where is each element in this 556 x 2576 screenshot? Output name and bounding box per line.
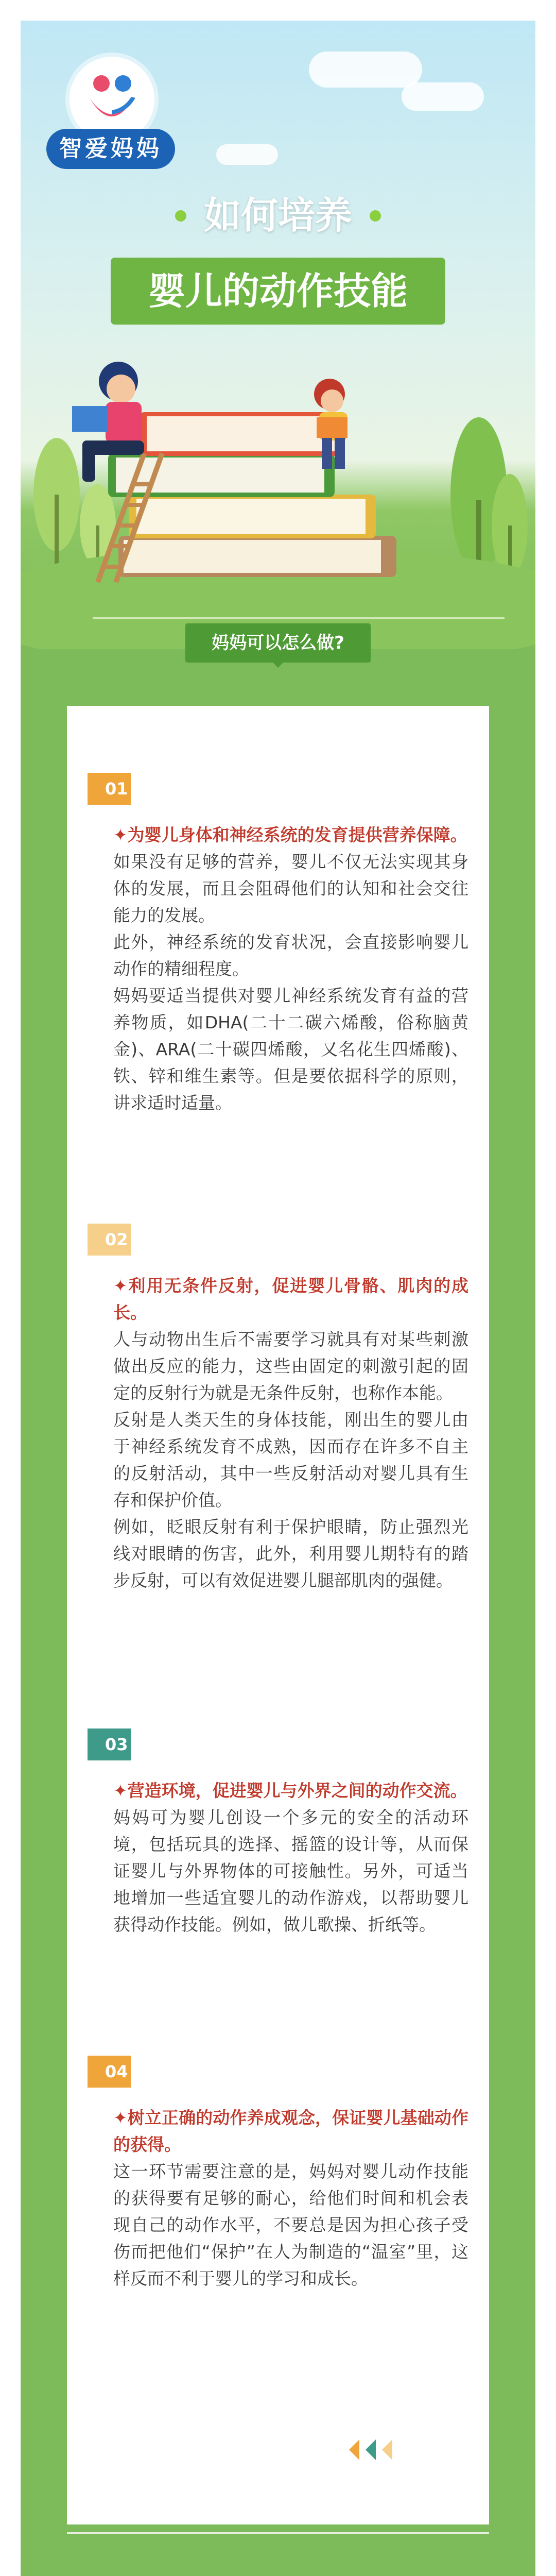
paragraph: 例如，眨眼反射有利于保护眼睛，防止强烈光线对眼睛的伤害，此外，利用婴儿期特有的踏步反射，可以有效促进婴儿腿部肌肉的强健。: [113, 1517, 468, 1590]
section-4-text: [113, 2105, 468, 2292]
section-heading: ✦利用无条件反射，促进婴儿骨骼、肌肉的成长。: [113, 1276, 468, 1323]
section-number: 03: [105, 1735, 128, 1754]
paragraph: 反射是人类天生的身体技能，刚出生的婴儿由于神经系统发育不成熟，因而存在许多不自主的反射活动，其中一些反射活动对婴儿具有生存和保护价值。: [113, 1410, 468, 1510]
cloud-icon: [216, 144, 278, 165]
cloud-icon: [402, 82, 484, 111]
section-3-text: [113, 1777, 468, 1938]
hero-divider: [93, 617, 505, 619]
pill-pointer: [273, 663, 283, 668]
title-line-2: 婴儿的动作技能: [148, 269, 408, 313]
cloud-icon: [309, 52, 422, 88]
paragraph: 妈妈要适当提供对婴儿神经系统发育有益的营养物质，如DHA(二十二碳六烯酸，俗称脑黄金)、ARA(二十碳四烯酸，又名花生四烯酸)、铁、锌和维生素等。但是要依据科学的原则，讲求适时适量。: [113, 986, 468, 1113]
title-line-1: 如何培养: [203, 194, 352, 237]
section-2-text: [113, 1273, 468, 1594]
paragraph: 妈妈可为婴儿创设一个多元的安全的活动环境，包括玩具的选择、摇篮的设计等，从而保证婴儿与外界物体的可接触性。另外，可适当地增加一些适宜婴儿的动作游戏，以帮助婴儿获得动作技能。例如，做儿歌操、折纸等。: [113, 1807, 468, 1935]
section-number-tag: [88, 1728, 131, 1760]
section-number-tag: [88, 773, 131, 805]
hero-banner: [21, 21, 535, 649]
brand-logo: [46, 57, 175, 175]
section-1-text: [113, 822, 468, 1116]
content-card: [67, 706, 489, 2524]
section-number-tag: [88, 1224, 131, 1256]
paragraph: 如果没有足够的营养，婴儿不仅无法实现其身体的发展，而且会阻碍他们的认知和社会交往能力的发展。: [113, 852, 468, 925]
books-and-children-illustration: [21, 340, 535, 649]
section-number: 01: [105, 779, 128, 799]
decorative-arrows-icon: [345, 2437, 407, 2463]
section-heading: ✦为婴儿身体和神经系统的发育提供营养保障。: [113, 825, 467, 845]
section-pill: 妈妈可以怎么做?: [185, 623, 371, 663]
paragraph: 人与动物出生后不需要学习就具有对某些刺激做出反应的能力，这些由固定的刺激引起的固定的反射行为就是无条件反射，也称作本能。: [113, 1329, 468, 1403]
section-heading: ✦营造环境，促进婴儿与外界之间的动作交流。: [113, 1781, 467, 1801]
paragraph: 这一环节需要注意的是，妈妈对婴儿动作技能的获得要有足够的耐心，给他们时间和机会表现自己的动作水平，不要总是因为担心孩子受伤而把他们“保护”在人为制造的“温室”里，这样反而不利于婴儿的学习和成长。: [113, 2161, 468, 2289]
section-number: 02: [105, 1230, 128, 1249]
section-heading: ✦树立正确的动作养成观念，保证婴儿基础动作的获得。: [113, 2108, 468, 2155]
section-number: 04: [105, 2062, 128, 2081]
paragraph: 此外，神经系统的发育状况，会直接影响婴儿动作的精细程度。: [113, 932, 468, 979]
content-divider: [67, 2532, 489, 2534]
logo-text: 智爱妈妈: [46, 129, 175, 169]
section-number-tag: [88, 2056, 131, 2088]
